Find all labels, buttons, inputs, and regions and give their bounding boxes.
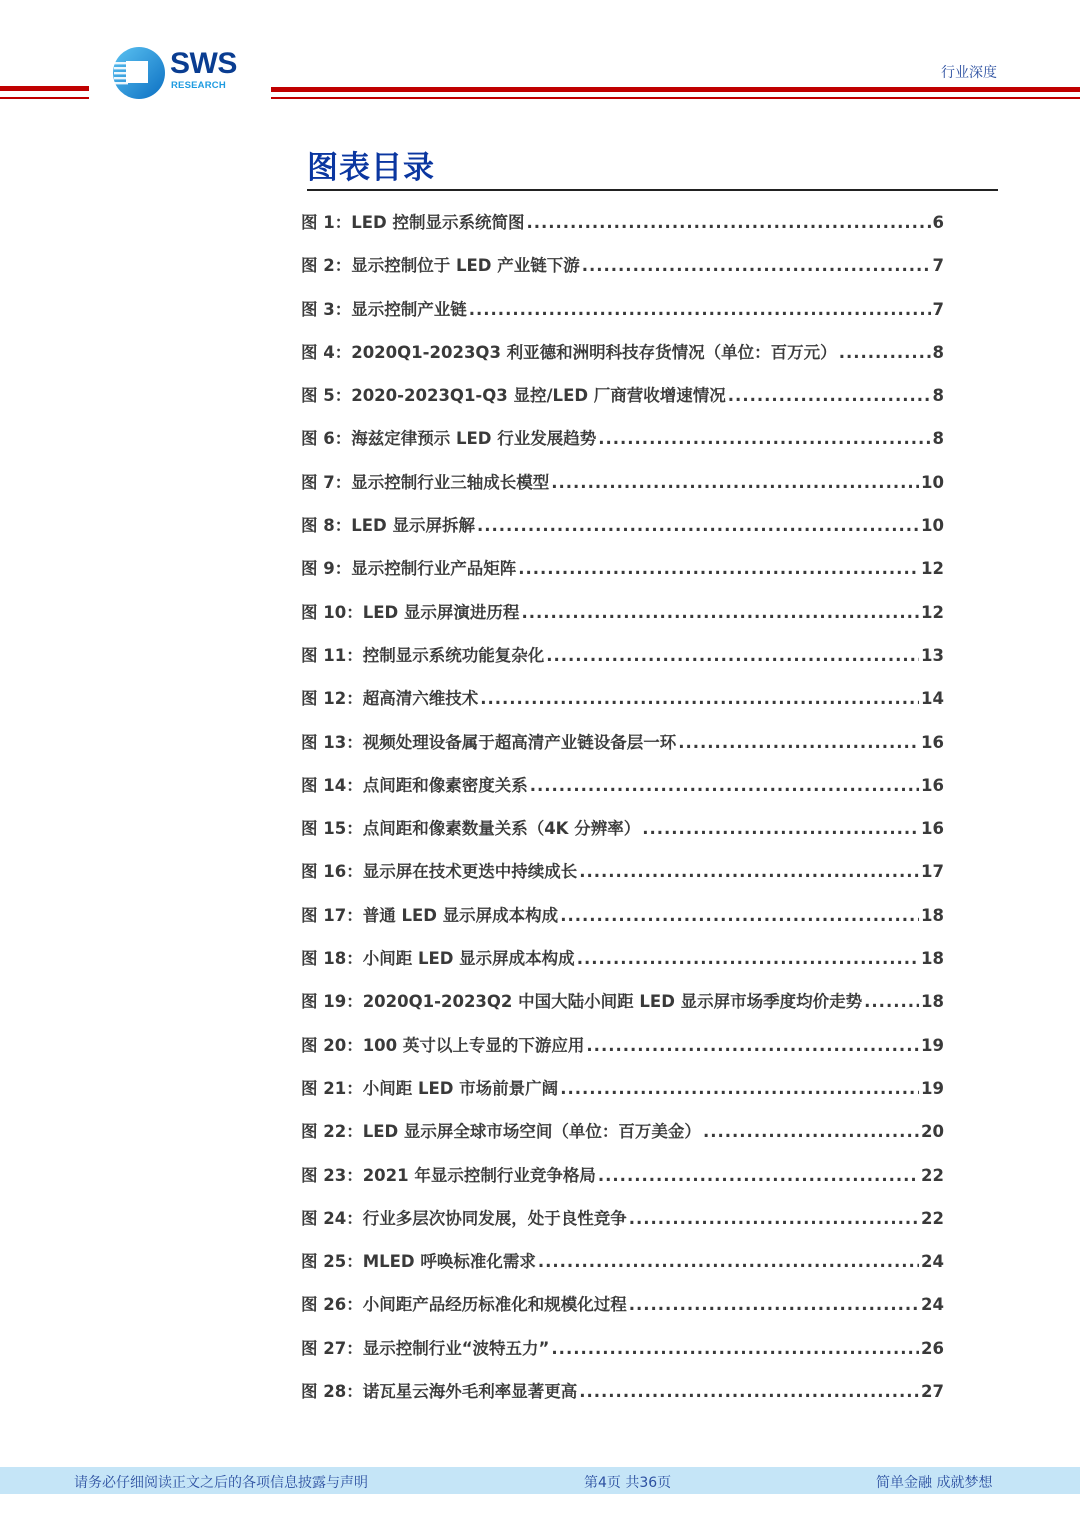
toc-entry-page: 24 xyxy=(921,1252,944,1272)
toc-entry-label: 图 28：诺瓦星云海外毛利率显著更高 xyxy=(301,1382,578,1402)
toc-entry[interactable] xyxy=(301,1028,944,1071)
toc-entry[interactable] xyxy=(301,1374,944,1417)
toc-entry-label: 图 27：显示控制行业“波特五力” xyxy=(301,1338,550,1358)
toc-entry[interactable] xyxy=(301,248,944,291)
toc-leader-dots xyxy=(728,378,931,414)
toc-entry[interactable] xyxy=(301,465,944,508)
toc-leader-dots xyxy=(839,335,931,371)
toc-entry-page: 7 xyxy=(932,256,944,276)
toc-entry[interactable] xyxy=(301,508,944,551)
toc-leader-dots xyxy=(586,1028,919,1064)
toc-leader-dots xyxy=(560,898,919,934)
toc-leader-dots xyxy=(598,1158,919,1194)
toc-entry[interactable] xyxy=(301,1287,944,1330)
header-rule-right-thin xyxy=(271,97,1080,99)
toc-entry[interactable] xyxy=(301,378,944,421)
toc-leader-dots xyxy=(526,205,930,241)
toc-entry-page: 8 xyxy=(932,386,944,406)
header-rule-left-thin xyxy=(0,97,89,99)
toc-entry-page: 27 xyxy=(921,1382,944,1402)
toc-entry[interactable] xyxy=(301,984,944,1027)
toc-entry-page: 24 xyxy=(921,1295,944,1315)
page-title: 图表目录 xyxy=(307,150,435,186)
toc-entry-label: 图 1：LED 控制显示系统简图 xyxy=(301,213,525,232)
toc-entry[interactable] xyxy=(301,898,944,941)
report-type: 行业深度 xyxy=(941,65,997,81)
toc-leader-dots xyxy=(551,1331,919,1367)
toc-entry[interactable] xyxy=(301,1244,944,1287)
figure-toc-list xyxy=(301,205,944,1417)
toc-entry-label: 图 4：2020Q1-2023Q3 利亚德和洲明科技存货情况（单位：百万元） xyxy=(301,342,837,362)
toc-entry-page: 26 xyxy=(921,1338,944,1358)
toc-entry-page: 20 xyxy=(921,1122,944,1142)
toc-leader-dots xyxy=(678,725,919,761)
toc-entry-page: 22 xyxy=(921,1165,944,1185)
toc-entry[interactable] xyxy=(301,1331,944,1374)
logo-subtitle: RESEARCH xyxy=(171,80,226,91)
toc-entry[interactable] xyxy=(301,638,944,681)
toc-leader-dots xyxy=(546,638,919,674)
toc-entry-label: 图 21：小间距 LED 市场前景广阔 xyxy=(301,1078,559,1098)
toc-entry[interactable] xyxy=(301,1071,944,1114)
toc-entry[interactable] xyxy=(301,335,944,378)
toc-entry[interactable] xyxy=(301,551,944,594)
toc-entry-page: 13 xyxy=(921,645,944,665)
toc-leader-dots xyxy=(579,1374,919,1410)
toc-entry[interactable] xyxy=(301,681,944,724)
toc-entry-label: 图 13：视频处理设备属于超高清产业链设备层一环 xyxy=(301,732,677,752)
sws-logo xyxy=(112,46,252,98)
footer-slogan: 简单金融 成就梦想 xyxy=(876,1475,993,1491)
toc-entry-label: 图 15：点间距和像素数量关系（4K 分辨率） xyxy=(301,819,641,839)
toc-leader-dots xyxy=(538,1244,919,1280)
toc-entry-page: 18 xyxy=(921,905,944,925)
header-rule-left-thick xyxy=(0,86,89,91)
toc-entry-label: 图 23：2021 年显示控制行业竞争格局 xyxy=(301,1165,596,1185)
toc-entry-page: 18 xyxy=(921,992,944,1012)
toc-leader-dots xyxy=(579,854,919,890)
toc-leader-dots xyxy=(480,681,919,717)
toc-entry[interactable] xyxy=(301,941,944,984)
toc-entry-page: 7 xyxy=(932,299,944,319)
toc-entry[interactable] xyxy=(301,854,944,897)
sws-logo-icon xyxy=(112,46,166,100)
toc-entry[interactable] xyxy=(301,205,944,248)
toc-entry[interactable] xyxy=(301,725,944,768)
toc-leader-dots xyxy=(642,811,919,847)
toc-entry[interactable] xyxy=(301,595,944,638)
toc-entry[interactable] xyxy=(301,811,944,854)
toc-entry-page: 19 xyxy=(921,1078,944,1098)
toc-leader-dots xyxy=(530,768,919,804)
footer-page-info: 第4页 共36页 xyxy=(584,1475,672,1491)
toc-entry-page: 8 xyxy=(932,429,944,449)
toc-leader-dots xyxy=(518,551,919,587)
toc-leader-dots xyxy=(703,1114,919,1150)
toc-entry-label: 图 22：LED 显示屏全球市场空间（单位：百万美金） xyxy=(301,1122,701,1142)
toc-entry-label: 图 16：显示屏在技术更迭中持续成长 xyxy=(301,862,578,882)
toc-entry[interactable] xyxy=(301,292,944,335)
toc-entry-label: 图 9：显示控制行业产品矩阵 xyxy=(301,559,517,579)
toc-entry-page: 8 xyxy=(932,342,944,362)
toc-entry-page: 22 xyxy=(921,1208,944,1228)
footer-disclaimer: 请务必仔细阅读正文之后的各项信息披露与声明 xyxy=(74,1475,368,1491)
toc-entry[interactable] xyxy=(301,768,944,811)
toc-leader-dots xyxy=(477,508,919,544)
toc-entry[interactable] xyxy=(301,1201,944,1244)
toc-entry[interactable] xyxy=(301,1114,944,1157)
toc-entry-label: 图 11：控制显示系统功能复杂化 xyxy=(301,645,545,665)
toc-leader-dots xyxy=(582,248,931,284)
toc-leader-dots xyxy=(598,421,930,457)
toc-entry-page: 10 xyxy=(921,472,944,492)
toc-entry-page: 12 xyxy=(921,602,944,622)
toc-entry[interactable] xyxy=(301,421,944,464)
toc-leader-dots xyxy=(521,595,919,631)
toc-entry-page: 19 xyxy=(921,1035,944,1055)
toc-entry-page: 16 xyxy=(921,732,944,752)
toc-entry-label: 图 18：小间距 LED 显示屏成本构成 xyxy=(301,949,575,969)
toc-entry-label: 图 10：LED 显示屏演进历程 xyxy=(301,602,520,622)
logo-brand: SWS xyxy=(170,47,237,80)
page-footer xyxy=(0,1467,1080,1494)
toc-entry-page: 14 xyxy=(921,689,944,709)
toc-entry-label: 图 19：2020Q1-2023Q2 中国大陆小间距 LED 显示屏市场季度均价走势 xyxy=(301,992,863,1012)
toc-entry-page: 17 xyxy=(921,862,944,882)
toc-leader-dots xyxy=(629,1287,919,1323)
toc-entry-page: 10 xyxy=(921,516,944,536)
toc-entry-label: 图 7：显示控制行业三轴成长模型 xyxy=(301,472,550,492)
toc-leader-dots xyxy=(551,465,919,501)
toc-entry-label: 图 3：显示控制产业链 xyxy=(301,299,467,319)
toc-entry-label: 图 25：MLED 呼唤标准化需求 xyxy=(301,1252,536,1272)
toc-entry-label: 图 17：普通 LED 显示屏成本构成 xyxy=(301,905,559,925)
toc-entry-label: 图 24：行业多层次协同发展，处于良性竞争 xyxy=(301,1208,627,1228)
toc-entry[interactable] xyxy=(301,1158,944,1201)
toc-entry-label: 图 20：100 英寸以上专显的下游应用 xyxy=(301,1035,585,1055)
toc-leader-dots xyxy=(864,984,919,1020)
toc-entry-label: 图 8：LED 显示屏拆解 xyxy=(301,516,475,536)
header-rule-right-thick xyxy=(271,87,1080,92)
toc-entry-page: 6 xyxy=(932,213,944,232)
toc-entry-label: 图 26：小间距产品经历标准化和规模化过程 xyxy=(301,1295,627,1315)
toc-entry-page: 12 xyxy=(921,559,944,579)
toc-leader-dots xyxy=(577,941,919,977)
toc-entry-page: 16 xyxy=(921,819,944,839)
toc-entry-label: 图 12：超高清六维技术 xyxy=(301,689,479,709)
toc-leader-dots xyxy=(469,292,931,328)
toc-entry-page: 18 xyxy=(921,949,944,969)
toc-leader-dots xyxy=(629,1201,919,1237)
toc-entry-label: 图 5：2020-2023Q1-Q3 显控/LED 厂商营收增速情况 xyxy=(301,386,726,406)
toc-entry-page: 16 xyxy=(921,775,944,795)
toc-entry-label: 图 2：显示控制位于 LED 产业链下游 xyxy=(301,256,580,276)
toc-entry-label: 图 14：点间距和像素密度关系 xyxy=(301,775,528,795)
toc-entry-label: 图 6：海兹定律预示 LED 行业发展趋势 xyxy=(301,429,597,449)
title-divider xyxy=(307,189,998,191)
toc-leader-dots xyxy=(560,1071,919,1107)
